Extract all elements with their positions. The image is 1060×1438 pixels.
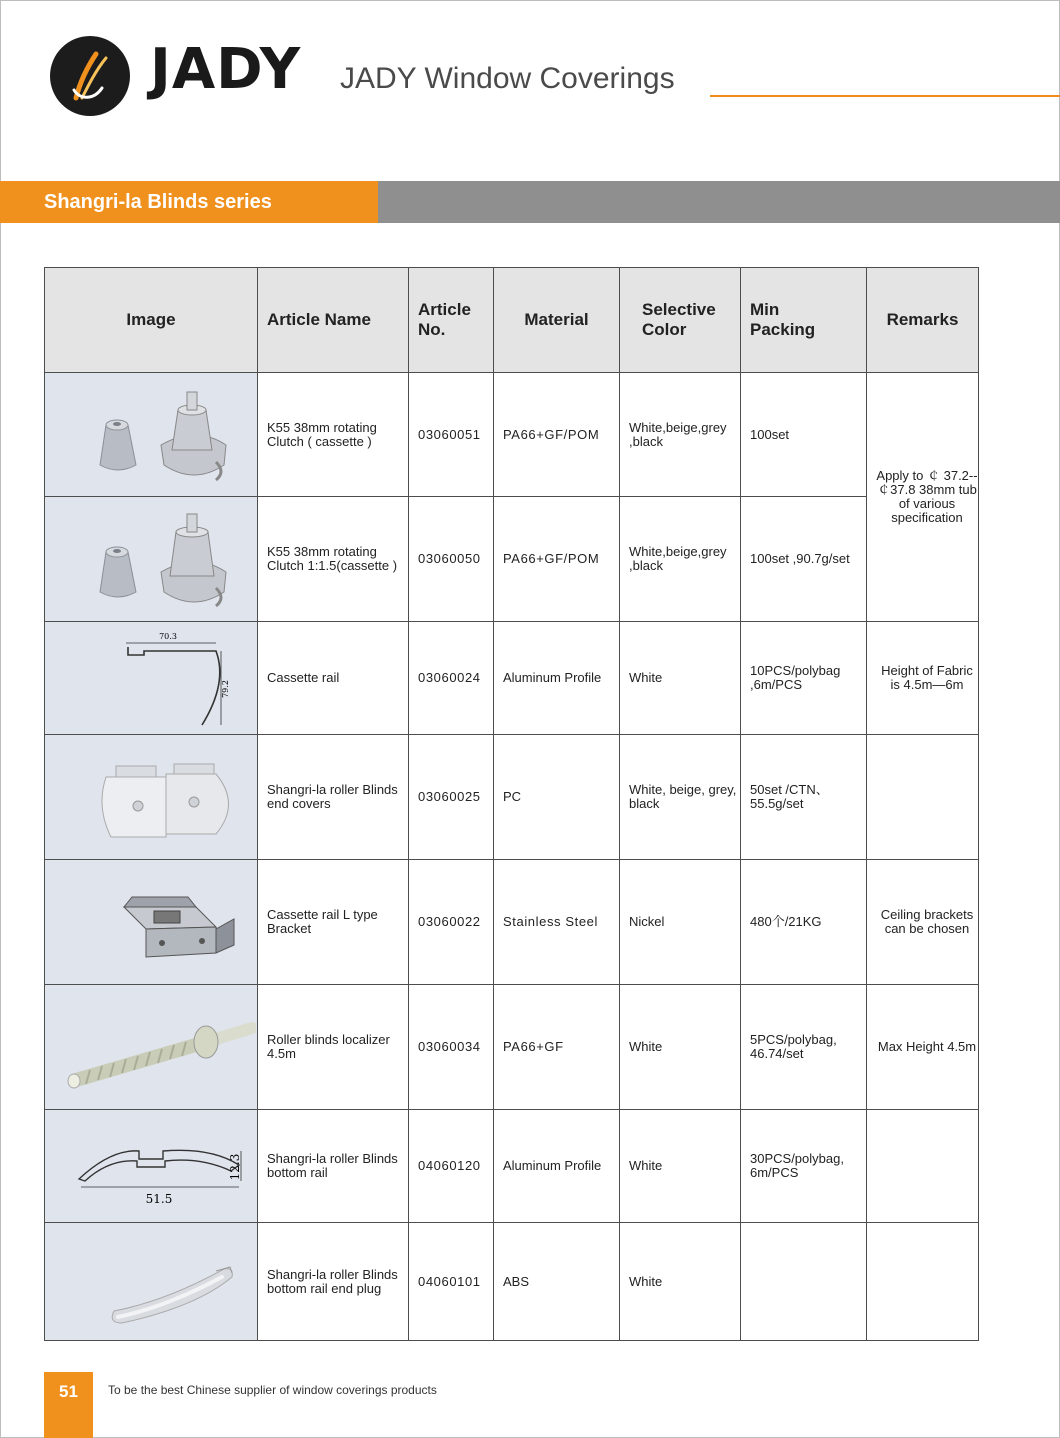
min-packing: 100set ,90.7g/set [741, 497, 867, 622]
table-row [45, 497, 979, 622]
article-name: Shangri-la roller Blinds bottom rail end plug [258, 1223, 409, 1341]
jady-logo-icon [50, 36, 130, 116]
remarks [867, 1223, 979, 1341]
remarks: Max Height 4.5m [867, 985, 979, 1110]
footer-tagline: To be the best Chinese supplier of window coverings products [108, 1383, 437, 1397]
remarks: Apply to ￠ 37.2--￠37.8 38mm tub of various specification [867, 373, 979, 622]
column-header: Selective Color [620, 268, 741, 373]
section-banner-bar [378, 181, 1060, 223]
min-packing [741, 1223, 867, 1341]
product-image [45, 860, 258, 985]
dimension-label: 79.2 [220, 680, 230, 698]
selective-color: White,beige,grey ,black [620, 497, 741, 622]
table-row [45, 860, 979, 985]
article-name: Shangri-la roller Blinds bottom rail [258, 1110, 409, 1223]
product-image [45, 497, 258, 622]
material: PA66+GF/POM [494, 497, 620, 622]
article-no: 04060120 [409, 1110, 494, 1223]
table-header-row [45, 268, 979, 373]
article-name: Roller blinds localizer 4.5m [258, 985, 409, 1110]
article-name: Cassette rail L type Bracket [258, 860, 409, 985]
column-header: Article Name [258, 268, 409, 373]
column-header: Remarks [867, 268, 979, 373]
selective-color: White,beige,grey ,black [620, 373, 741, 497]
selective-color: White, beige, grey, black [620, 735, 741, 860]
article-name: K55 38mm rotating Clutch ( cassette ) [258, 373, 409, 497]
min-packing: 50set /CTN、55.5g/set [741, 735, 867, 860]
product-image [45, 622, 258, 735]
min-packing: 100set [741, 373, 867, 497]
selective-color: White [620, 622, 741, 735]
remarks [867, 1110, 979, 1223]
selective-color: White [620, 1110, 741, 1223]
product-image [45, 985, 258, 1110]
selective-color: Nickel [620, 860, 741, 985]
product-image [45, 1110, 258, 1223]
material: PA66+GF [494, 985, 620, 1110]
product-image [45, 1223, 258, 1341]
title-underline [710, 95, 1060, 97]
article-no: 03060051 [409, 373, 494, 497]
product-table [44, 267, 979, 1341]
selective-color: White [620, 985, 741, 1110]
table-row [45, 985, 979, 1110]
article-no: 03060050 [409, 497, 494, 622]
cassette-rail-profile [66, 623, 246, 733]
selective-color: White [620, 1223, 741, 1341]
column-header: Material [494, 268, 620, 373]
table-row [45, 1110, 979, 1223]
column-header: Article No. [409, 268, 494, 373]
article-no: 03060034 [409, 985, 494, 1110]
page-number: 51 [59, 1382, 78, 1401]
localizer-icon [56, 992, 256, 1102]
brand-name: JADY [150, 37, 302, 102]
article-no: 04060101 [409, 1223, 494, 1341]
article-no: 03060022 [409, 860, 494, 985]
l-bracket-icon [66, 867, 246, 977]
end-plug-icon [66, 1227, 246, 1337]
bottom-rail-profile [61, 1111, 251, 1221]
remarks: Ceiling brackets can be chosen [867, 860, 979, 985]
table-row [45, 735, 979, 860]
dimension-label: 70.3 [158, 632, 177, 641]
table-row [45, 622, 979, 735]
article-name: K55 38mm rotating Clutch 1:1.5(cassette ) [258, 497, 409, 622]
material: ABS [494, 1223, 620, 1341]
remarks: Height of Fabric is 4.5m—6m [867, 622, 979, 735]
dimension-label: 12.3 [227, 1153, 242, 1181]
clutch-ratio-icon [66, 504, 246, 614]
material: Stainless Steel [494, 860, 620, 985]
table-row [45, 373, 979, 497]
end-covers-icon [66, 742, 246, 852]
page-title: JADY Window Coverings [340, 62, 675, 95]
product-image [45, 373, 258, 497]
material: Aluminum Profile [494, 622, 620, 735]
column-header: Image [45, 268, 258, 373]
material: Aluminum Profile [494, 1110, 620, 1223]
material: PC [494, 735, 620, 860]
min-packing: 5PCS/polybag, 46.74/set [741, 985, 867, 1110]
column-header: Min Packing [741, 268, 867, 373]
article-no: 03060025 [409, 735, 494, 860]
article-name: Shangri-la roller Blinds end covers [258, 735, 409, 860]
section-title: Shangri-la Blinds series [44, 191, 272, 213]
clutch-cassette-icon [66, 380, 246, 490]
material: PA66+GF/POM [494, 373, 620, 497]
remarks [867, 735, 979, 860]
dimension-label: 51.5 [145, 1192, 172, 1206]
article-name: Cassette rail [258, 622, 409, 735]
min-packing: 10PCS/polybag ,6m/PCS [741, 622, 867, 735]
article-no: 03060024 [409, 622, 494, 735]
min-packing: 30PCS/polybag, 6m/PCS [741, 1110, 867, 1223]
min-packing: 480个/21KG [741, 860, 867, 985]
table-row [45, 1223, 979, 1341]
product-image [45, 735, 258, 860]
